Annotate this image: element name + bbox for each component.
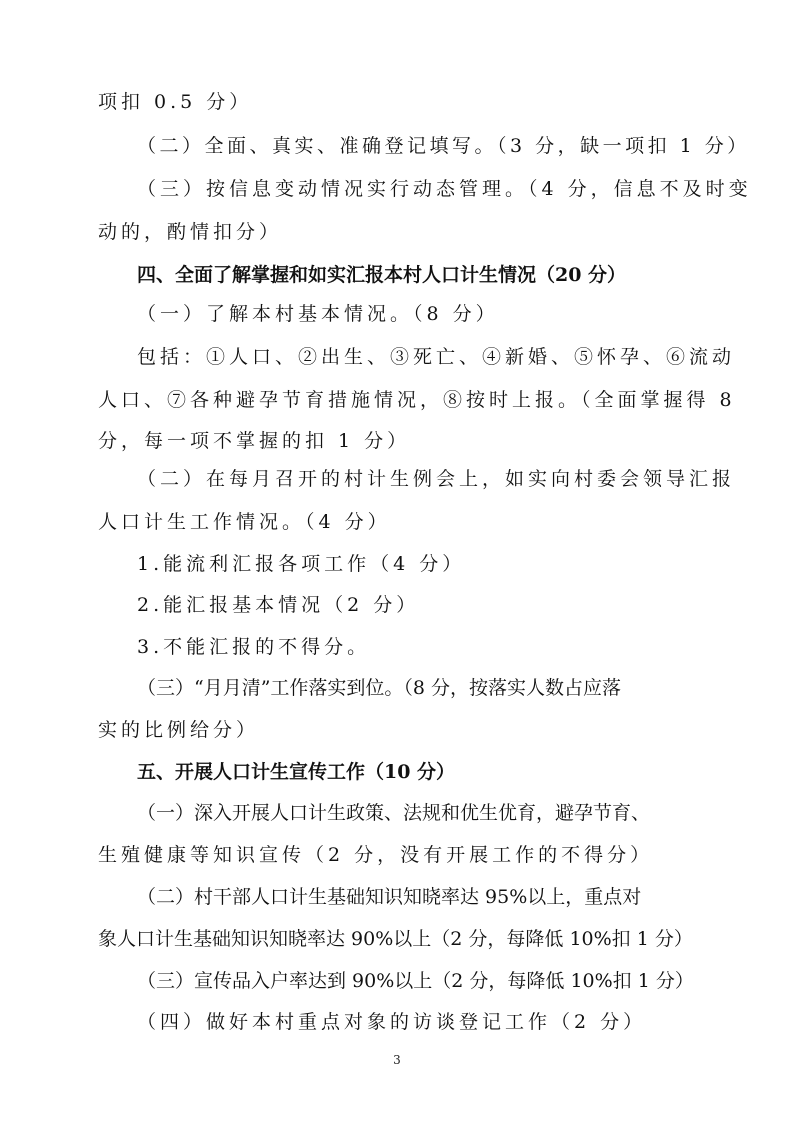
text-line: 人口、⑦各种避孕节育措施情况，⑧按时上报。（全面掌握得 8 <box>98 389 736 411</box>
text-line: （四）做好本村重点对象的访谈登记工作（2 分） <box>137 1011 647 1033</box>
text-line: 实的比例给分） <box>98 719 260 741</box>
text-line: （二）全面、真实、准确登记填写。（3 分，缺一项扣 1 分） <box>137 135 750 157</box>
text-line: 1.能流利汇报各项工作（4 分） <box>137 553 466 575</box>
text-line: 3.不能汇报的不得分。 <box>137 636 371 658</box>
text-line: （三）按信息变动情况实行动态管理。（4 分，信息不及时变 <box>137 178 752 200</box>
text-line: （二）在每月召开的村计生例会上，如实向村委会领导汇报 <box>137 468 736 490</box>
text-line: （一）深入开展人口计生政策、法规和优生优育，避孕节育、 <box>137 802 651 824</box>
text-line: 动的，酌情扣分） <box>98 221 283 243</box>
text-line: 生殖健康等知识宣传（2 分，没有开展工作的不得分） <box>98 844 654 866</box>
text-line: 分，每一项不掌握的扣 1 分） <box>98 430 411 452</box>
text-line: 象人口计生基础知识知晓率达 90%以上（2 分，每降低 10%扣 1 分） <box>98 928 693 950</box>
text-line: （三）“月月清”工作落实到位。（8 分，按落实人数占应落 <box>137 677 622 699</box>
section-heading-4: 四、全面了解掌握和如实汇报本村人口计生情况（20 分） <box>137 264 627 286</box>
text-line: （二）村干部人口计生基础知识知晓率达 95%以上，重点对 <box>137 886 642 908</box>
section-heading-5: 五、开展人口计生宣传工作（10 分） <box>137 761 456 783</box>
text-line: （一）了解本村基本情况。（8 分） <box>137 303 499 325</box>
text-line: 人口计生工作情况。（4 分） <box>98 511 391 533</box>
page-number: 3 <box>393 1053 401 1067</box>
text-line: 包括：①人口、②出生、③死亡、④新婚、⑤怀孕、⑥流动 <box>137 346 736 368</box>
text-line: 项扣 0.5 分） <box>98 91 253 113</box>
text-line: （三）宣传品入户率达到 90%以上（2 分，每降低 10%扣 1 分） <box>137 970 694 992</box>
text-line: 2.能汇报基本情况（2 分） <box>137 594 420 616</box>
